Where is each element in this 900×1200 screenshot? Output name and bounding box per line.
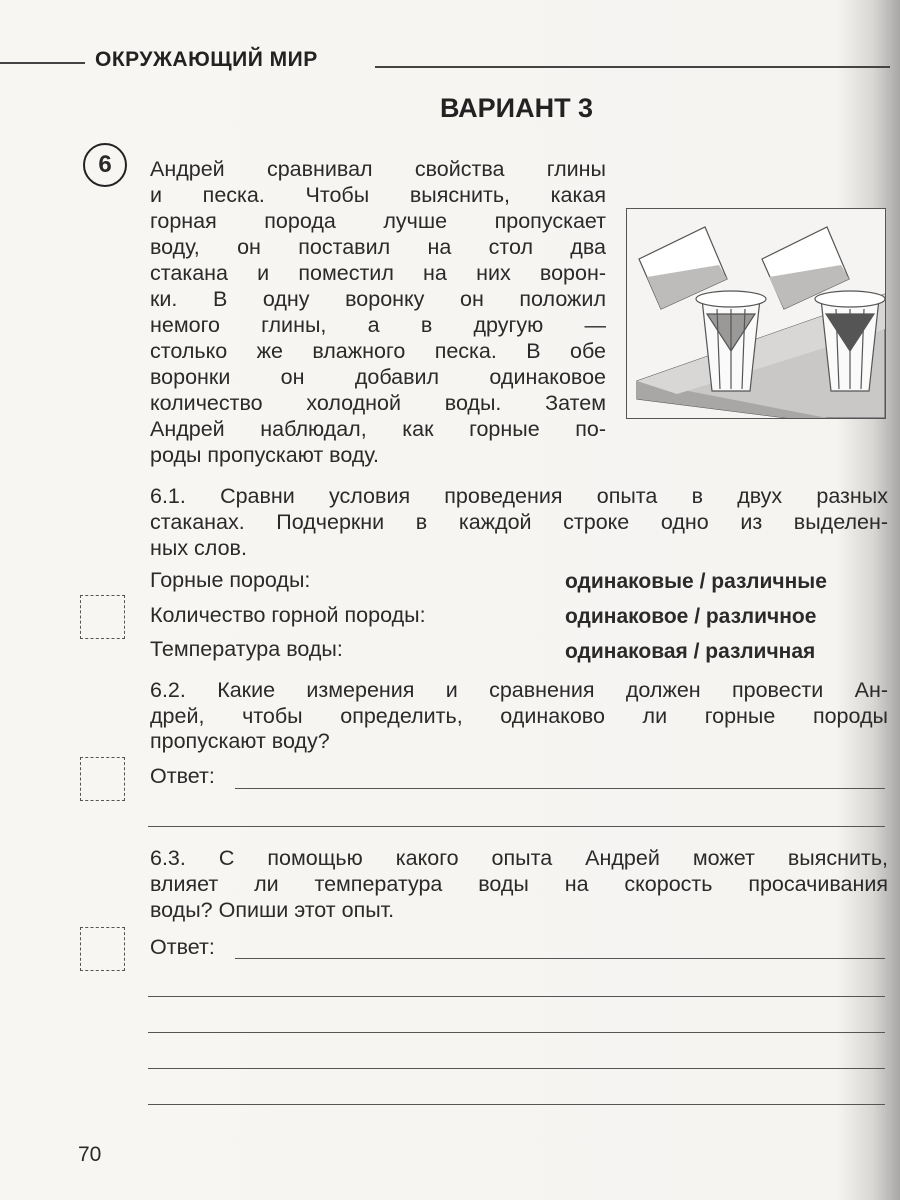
row-label-rocks: Горные породы: — [150, 568, 311, 592]
answer-label-6-3: Ответ: — [150, 935, 215, 959]
answer-line-6-3[interactable] — [148, 1104, 885, 1105]
intro-line: столько же влажного песка. В обе — [150, 339, 606, 363]
page-number: 70 — [78, 1143, 102, 1166]
intro-line: горная порода лучше пропускает — [150, 209, 606, 233]
intro-line: воду, он поставил на стол два — [150, 235, 606, 259]
subject-heading: ОКРУЖАЮЩИЙ МИР — [95, 48, 318, 71]
intro-line: и песка. Чтобы выяснить, какая — [150, 183, 606, 207]
variant-title: ВАРИАНТ 3 — [440, 93, 594, 123]
score-box-6-1[interactable] — [80, 595, 125, 639]
answer-line-6-3[interactable] — [148, 1032, 885, 1033]
row-options-rocks[interactable]: одинаковые / различные — [565, 570, 827, 593]
row-options-temperature[interactable]: одинаковая / различная — [565, 640, 816, 663]
question-6-1-line: ных слов. — [150, 536, 247, 560]
question-6-3-line: 6.3. С помощью какого опыта Андрей может выяснить, — [150, 846, 888, 870]
answer-line-6-2[interactable] — [148, 826, 885, 827]
answer-line-6-3[interactable] — [148, 996, 885, 997]
intro-line: ки. В одну воронку он положил — [150, 287, 606, 311]
question-6-1-line: 6.1. Сравни условия проведения опыта в двух разных — [150, 484, 888, 508]
intro-line: Андрей сравнивал свойства глины — [150, 157, 606, 181]
score-box-6-3[interactable] — [80, 927, 125, 971]
intro-line: Андрей наблюдал, как горные по- — [150, 417, 606, 441]
row-label-temperature: Температура воды: — [150, 637, 343, 661]
question-6-2-line: пропускают воду? — [150, 729, 330, 753]
answer-line-6-3[interactable] — [148, 1068, 885, 1069]
header-rule-left — [0, 62, 85, 64]
row-options-amount[interactable]: одинаковое / различное — [565, 605, 817, 628]
intro-line: немого глины, а в другую — — [150, 313, 606, 337]
answer-line-6-3[interactable] — [235, 958, 885, 959]
score-box-6-2[interactable] — [80, 757, 125, 801]
question-6-3-line: влияет ли температура воды на скорость просачивания — [150, 872, 888, 896]
intro-line: воронки он добавил одинаковое — [150, 365, 606, 389]
answer-line-6-2[interactable] — [235, 788, 885, 789]
question-6-2-line: дрей, чтобы определить, одинаково ли горные породы — [150, 704, 888, 728]
task-number: 6 — [83, 143, 127, 187]
intro-line: количество холодной воды. Затем — [150, 391, 606, 415]
question-6-3-line: воды? Опиши этот опыт. — [150, 898, 395, 922]
intro-line: роды пропускают воду. — [150, 443, 379, 467]
question-6-1-line: стаканах. Подчеркни в каждой строке одно из выделен- — [150, 510, 888, 534]
header-rule-right — [375, 66, 890, 68]
row-label-amount: Количество горной породы: — [150, 603, 426, 627]
question-6-2-line: 6.2. Какие измерения и сравнения должен провести Ан- — [150, 678, 888, 702]
answer-label-6-2: Ответ: — [150, 764, 215, 788]
intro-line: стакана и поместил на них ворон- — [150, 261, 606, 285]
experiment-illustration — [626, 208, 886, 419]
